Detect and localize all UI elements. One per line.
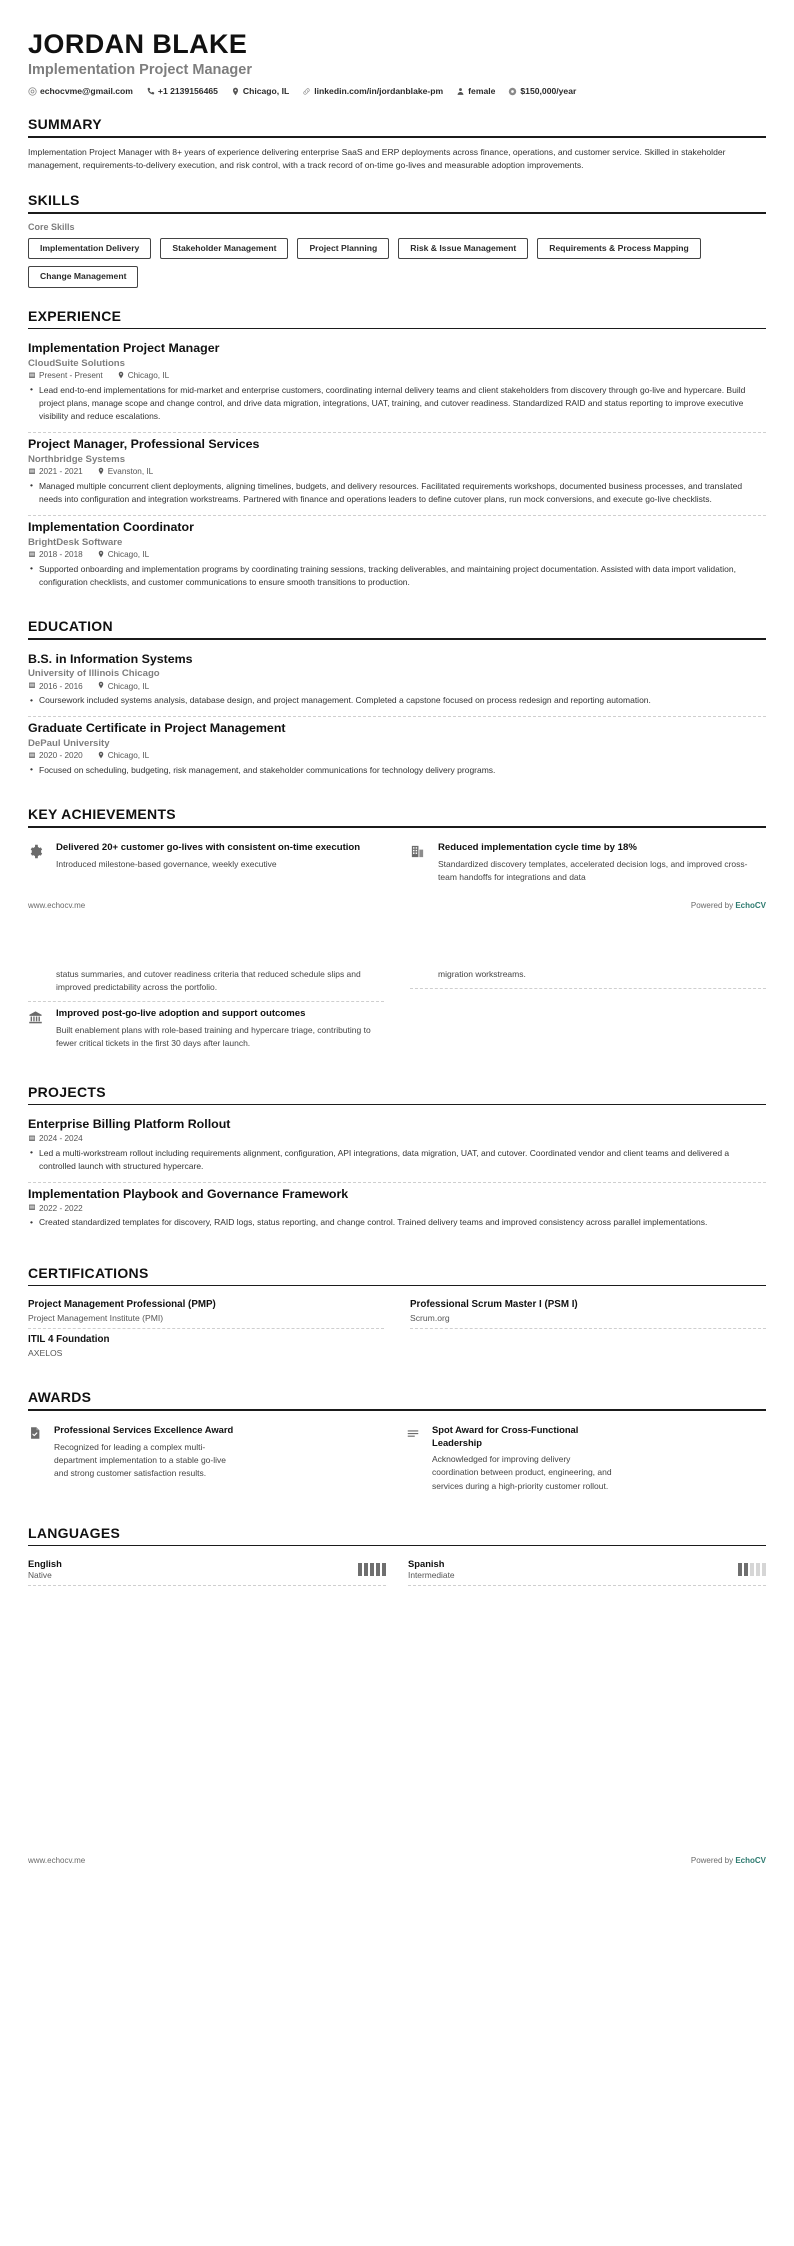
entry-location-value: Chicago, IL [127,371,170,381]
degree-title: B.S. in Information Systems [28,651,193,666]
email-icon [28,87,37,96]
date-range [28,371,103,381]
entry-location [97,681,149,691]
awards-heading: AWARDS [28,1389,92,1406]
award-desc: Recognized for leading a complex multi-department implementation to a stable go-live and strong customer satisfaction results. [54,1441,226,1478]
date-range [28,751,83,761]
company-name: BrightDesk Software [28,536,123,548]
languages-divider [28,1545,766,1547]
footer-powered-by [691,901,766,910]
proficiency-bar [376,1563,380,1576]
job-title: Implementation Project Manager [28,341,220,356]
award-title: Spot Award for Cross-Functional Leadership [432,1423,579,1448]
skill-chip: Change Management [28,266,138,287]
skill-chip: Stakeholder Management [160,238,288,259]
entry-bullets [28,1147,766,1173]
education-heading: EDUCATION [28,618,113,635]
entry-location [97,550,149,560]
salary-icon [508,87,517,96]
proficiency-bar [370,1563,374,1576]
date-range-value: 2016 - 2016 [39,681,83,691]
experience-entry [28,337,766,433]
certification-issuer: Project Management Institute (PMI) [28,1313,164,1324]
document-check-icon [28,1424,44,1493]
certification-item [410,1294,766,1329]
calendar-icon [28,550,36,560]
achievement-item [28,968,384,1002]
achievement-title: Delivered 20+ customer go-lives with consistent on-time execution [56,841,361,853]
date-range-value: 2024 - 2024 [39,1134,83,1144]
achievement-title: Reduced implementation cycle time by 18% [438,841,637,853]
proficiency-bar [744,1563,748,1576]
date-range-value: 2020 - 2020 [39,751,83,761]
calendar-icon [28,751,36,761]
location-pin-icon [97,681,105,691]
award-desc: Acknowledged for improving delivery coordination between product, engineering, and services during a high-priority customer rollout. [432,1454,612,1491]
achievement-desc: Standardized discovery templates, accelerated decision logs, and improved cross-team handoffs for integrations and data [438,858,748,882]
entry-bullets [28,694,766,707]
bullet: • Coursework included systems analysis, database design, and project management. Completed a capstone focused on process redesign and reporting automation. [28,694,766,707]
entry-meta [28,467,766,477]
achievement-desc-continued: status summaries, and cutover readiness criteria that reduced schedule slips and improved predictability across the portfolio. [56,968,361,993]
calendar-icon [28,1203,36,1213]
spacer-icon [410,968,428,981]
section-awards [0,1389,794,1498]
award-item [28,1419,388,1499]
achievement-item [28,1002,384,1057]
section-languages [0,1525,794,1587]
calendar-icon [28,1134,36,1144]
achievement-item [410,836,766,891]
contact-gender-value: female [468,86,496,97]
entry-bullets [28,563,766,589]
award-title: Professional Services Excellence Award [54,1423,234,1435]
project-entry [28,1113,766,1183]
calendar-icon [28,467,36,477]
section-skills [0,192,794,288]
section-key-achievements [0,806,794,891]
section-education [0,618,794,786]
bullet: • Lead end-to-end implementations for mid-market and enterprise customers, coordinating internal delivery teams and client stakeholders from discovery through go-live and hypercare. Build project plans, manage scope and change control, and drive data migration, integrations, UAT, training, and cutover readiness. Standardized RAID and status reporting to improve executive visibility and reduce escalations. [28,384,766,424]
proficiency-bar [382,1563,386,1576]
language-name: English [28,1558,62,1570]
project-title: Enterprise Billing Platform Rollout [28,1117,231,1132]
contact-location [231,86,289,96]
school-name: University of Illinois Chicago [28,668,160,680]
gear-icon [28,842,46,884]
candidate-name: JORDAN BLAKE [28,29,248,59]
entry-location-value: Chicago, IL [107,681,150,691]
date-range [28,467,83,477]
date-range [28,1134,83,1144]
date-range-value: Present - Present [39,371,103,381]
lines-icon [406,1424,422,1493]
experience-entry [28,516,766,598]
page-footer [0,901,794,910]
skill-chip: Risk & Issue Management [398,238,528,259]
company-name: Northbridge Systems [28,453,126,465]
achievements-continued [0,968,794,1058]
footer-brand: EchoCV [735,1856,766,1866]
project-entry [28,1183,766,1239]
footer-powered-by [691,1856,766,1865]
skills-divider [28,212,766,214]
contact-gender [456,86,495,96]
contact-location-value: Chicago, IL [242,86,290,97]
bank-icon [28,1008,46,1050]
proficiency-bar [750,1563,754,1576]
building-icon [410,842,428,884]
bullet: • Supported onboarding and implementation programs by coordinating training sessions, tracking deliverables, and maintaining project documentation. Assisted with data import validation, configuration checklists, and customer communications to ensure smooth transitions to production. [28,563,766,589]
contact-bar [28,86,766,96]
language-info [408,1558,455,1580]
skill-chip: Project Planning [297,238,389,259]
contact-salary-value: $150,000/year [520,86,577,97]
entry-location-value: Chicago, IL [107,751,150,761]
achievements-heading: KEY ACHIEVEMENTS [28,806,176,823]
certifications-divider [28,1285,766,1287]
proficiency-bar [756,1563,760,1576]
footer-brand: EchoCV [735,900,766,910]
projects-divider [28,1104,766,1106]
job-title: Implementation Coordinator [28,520,194,535]
certification-issuer: AXELOS [28,1348,63,1359]
entry-meta [28,751,766,761]
certification-item [28,1329,384,1363]
entry-bullets [28,764,766,777]
bullet: • Led a multi-workstream rollout including requirements alignment, configuration, API integrations, data migration, UAT, and cutover. Coordinated vendor and client teams and delivered a controlled launch with structured hypercare. [28,1147,766,1173]
footer-site[interactable]: www.echocv.me [28,1856,86,1866]
language-proficiency-bars [738,1563,766,1576]
entry-meta [28,1203,766,1213]
location-pin-icon [97,751,105,761]
person-icon [456,87,465,96]
achievement-continued-right [410,968,766,1058]
certifications-empty-cell [410,1329,766,1363]
degree-title: Graduate Certificate in Project Management [28,721,286,736]
footer-powered-prefix: Powered by [690,1856,736,1866]
section-summary [0,116,794,172]
entry-location [97,467,154,477]
skills-chip-list [28,238,766,288]
achievement-continued-left [28,968,384,1058]
entry-location [117,371,169,381]
language-item [408,1554,766,1586]
spacer-icon [28,968,46,994]
experience-heading: EXPERIENCE [28,307,122,324]
entry-bullets [28,1216,766,1229]
page-break-gap [0,910,794,968]
contact-email[interactable] [28,86,133,96]
proficiency-bar [762,1563,766,1576]
achievement-title: Improved post-go-live adoption and support outcomes [56,1008,306,1020]
languages-heading: LANGUAGES [28,1524,121,1541]
phone-icon [146,87,155,96]
calendar-icon [28,681,36,691]
summary-divider [28,136,766,138]
contact-linkedin-value: linkedin.com/in/jordanblake-pm [314,86,444,97]
language-level: Native [28,1570,52,1581]
date-range [28,681,83,691]
footer-site[interactable]: www.echocv.me [28,900,86,910]
language-name: Spanish [408,1558,445,1570]
section-projects [0,1084,794,1239]
achievement-desc: Introduced milestone-based governance, weekly executive [56,858,277,869]
section-experience [0,308,794,598]
school-name: DePaul University [28,737,110,749]
certification-name: ITIL 4 Foundation [28,1334,110,1346]
bottom-whitespace [0,1586,794,1856]
awards-grid [28,1419,766,1499]
location-pin-icon [117,371,125,381]
achievement-desc-continued: migration workstreams. [438,968,526,979]
calendar-icon [28,371,36,381]
date-range [28,550,83,560]
proficiency-bar [358,1563,362,1576]
achievements-grid-continued [28,968,766,1058]
candidate-headline: Implementation Project Manager [28,61,252,78]
languages-grid [28,1554,766,1586]
projects-heading: PROJECTS [28,1083,106,1100]
location-pin-icon [97,550,105,560]
contact-linkedin[interactable] [302,86,443,96]
achievement-item [410,968,766,989]
entry-meta [28,681,766,691]
awards-divider [28,1409,766,1411]
certification-issuer: Scrum.org [410,1313,450,1324]
entry-bullets [28,384,766,424]
achievement-desc: Built enablement plans with role-based training and hypercare triage, contributing to fewer critical tickets in the first 30 days after launch. [56,1025,371,1049]
contact-phone-value: +1 2139156465 [157,86,218,97]
bullet: • Created standardized templates for discovery, RAID logs, status reporting, and change control. Trained delivery teams and improved consistency across parallel implementations. [28,1216,766,1229]
location-pin-icon [231,87,240,96]
certification-name: Project Management Professional (PMP) [28,1299,216,1311]
language-proficiency-bars [358,1563,386,1576]
job-title: Project Manager, Professional Services [28,437,260,452]
date-range-value: 2018 - 2018 [39,550,83,560]
skill-chip: Requirements & Process Mapping [537,238,700,259]
entry-location-value: Chicago, IL [107,550,150,560]
summary-text: Implementation Project Manager with 8+ years of experience delivering enterprise SaaS and ERP deployments across finance, operations, and customer service. Skilled in stakeholder management, requirements-to-delivery execution, and risk control, with a track record of on-time go-lives and measurable adoption improvements. [28,146,726,170]
proficiency-bar [364,1563,368,1576]
page-footer [0,1856,794,1881]
education-divider [28,638,766,640]
experience-entry [28,433,766,516]
skills-group-label: Core Skills [28,221,75,232]
certifications-grid [28,1294,766,1363]
footer-powered-prefix: Powered by [690,900,736,910]
contact-phone[interactable] [146,86,218,96]
entry-meta [28,550,766,560]
resume-header [0,0,794,96]
summary-heading: SUMMARY [28,116,102,133]
experience-divider [28,328,766,330]
date-range-value: 2022 - 2022 [39,1203,83,1213]
certification-name: Professional Scrum Master I (PSM I) [410,1299,578,1311]
bullet: • Focused on scheduling, budgeting, risk management, and stakeholder communications for technology delivery programs. [28,764,766,777]
certifications-heading: CERTIFICATIONS [28,1264,149,1281]
project-title: Implementation Playbook and Governance Framework [28,1186,349,1201]
location-pin-icon [97,467,105,477]
entry-meta [28,371,766,381]
language-level: Intermediate [408,1570,455,1581]
skills-heading: SKILLS [28,192,80,209]
language-info [28,1558,62,1580]
contact-email-value: echocvme@gmail.com [40,86,133,97]
achievements-divider [28,826,766,828]
section-certifications [0,1265,794,1364]
bullet: • Managed multiple concurrent client deployments, aligning timelines, budgets, and delivery resources. Facilitated requirements workshops, documented business processes, and translated needs into configuration and integration workstreams. Partnered with finance and operations leaders to define cutover plans, run mock conversions, and execute go-live checklists. [28,480,766,506]
link-icon [302,87,311,96]
language-item [28,1554,386,1586]
contact-salary [508,86,576,96]
company-name: CloudSuite Solutions [28,357,125,369]
entry-bullets [28,480,766,506]
achievements-grid [28,836,766,891]
date-range-value: 2021 - 2021 [39,467,83,477]
education-entry [28,717,766,786]
skill-chip: Implementation Delivery [28,238,151,259]
certification-item [28,1294,384,1329]
entry-meta [28,1134,766,1144]
entry-location [97,751,149,761]
achievement-item [28,836,384,891]
education-entry [28,648,766,718]
award-item [406,1419,766,1499]
entry-location-value: Evanston, IL [107,467,154,477]
proficiency-bar [738,1563,742,1576]
date-range [28,1203,83,1213]
